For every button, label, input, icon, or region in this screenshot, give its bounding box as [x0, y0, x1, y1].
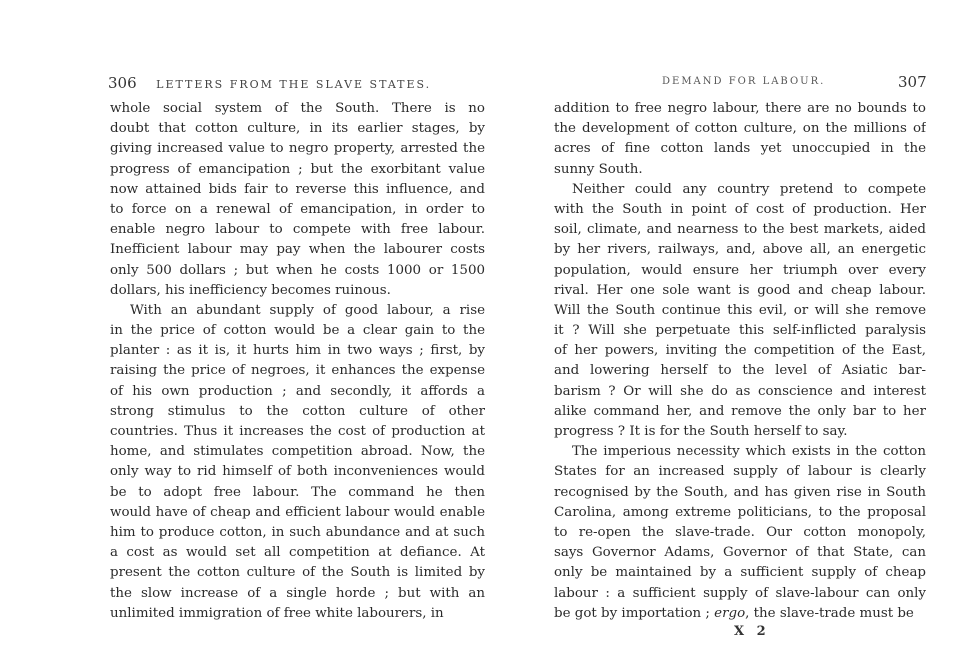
text-line: whole social system of the South. There is no: [110, 101, 485, 116]
text-line: the development of cotton culture, on the millions of: [554, 121, 926, 137]
left-running-head-title: LETTERS FROM THE SLAVE STATES.: [156, 78, 432, 91]
text-line: alike command her, and remove the only bar to her: [554, 403, 926, 419]
text-line: raising the price of negroes, it enhances the expense: [110, 363, 485, 379]
text-line: to force on a renewal of emancipation, in order to: [110, 201, 485, 217]
text-line: of her powers, inviting the competition of the East,: [554, 343, 926, 359]
right-page-number: 307: [898, 73, 927, 91]
text-line: be got by importation ; ergo, the slave-trade must be: [554, 605, 914, 621]
text-line: States for an increased supply of labour is clearly: [554, 464, 926, 480]
signature-mark: X 2: [734, 624, 770, 639]
text-line: progress of emancipation ; but the exorbitant value: [110, 161, 485, 177]
text-line: labour : a sufficient supply of slave-labour can only: [554, 585, 926, 601]
text-line: by her rivers, railways, and, above all, an energetic: [554, 242, 926, 258]
text-line: and lowering herself to the level of Asiatic bar-: [554, 363, 926, 379]
text-line: Will the South continue this evil, or will she remove: [554, 302, 926, 318]
text-line: population, would ensure her triumph over every: [554, 262, 926, 278]
text-line: unlimited immigration of free white labourers, in: [110, 605, 444, 621]
text-line: barism ? Or will she do as conscience and interest: [554, 383, 926, 399]
text-line: the slow increase of a single horde ; but with an: [110, 585, 485, 601]
text-line: now attained bids fair to reverse this influence, and: [110, 181, 485, 197]
text-line: sunny South.: [554, 161, 643, 177]
text-line: only be maintained by a sufficient supply of cheap: [554, 565, 926, 581]
text-line: it ? Will she perpetuate this self-inflicted paralysis: [554, 323, 926, 339]
text-line: countries. Thus it increases the cost of production at: [110, 424, 485, 439]
left-page-number: 306: [108, 74, 137, 92]
text-line: a cost as would set all competition at defiance. At: [110, 545, 485, 561]
left-running-head: [108, 74, 488, 92]
text-line: The imperious necessity which exists in the cotton: [572, 444, 926, 460]
text-line: with the South in point of cost of production. Her: [554, 201, 926, 217]
text-line: says Governor Adams, Governor of that State, can: [554, 545, 926, 561]
text-line: him to produce cotton, in such abundance and at such: [110, 524, 485, 540]
text-line: in the price of cotton would be a clear gain to the: [110, 323, 485, 339]
text-line: giving increased value to negro property, arrested the: [110, 141, 485, 157]
text-line: enable negro labour to compete with free labour.: [110, 222, 485, 238]
text-line: present the cotton culture of the South is limited by: [110, 565, 485, 581]
left-page-body: [110, 99, 485, 624]
right-page: [490, 0, 980, 668]
text-line: With an abundant supply of good labour, a rise: [130, 302, 485, 318]
text-line: Carolina, among extreme politicians, to the proposal: [554, 504, 926, 520]
text-line: dollars, his inefficiency becomes ruinous.: [110, 282, 391, 298]
text-line: acres of fine cotton lands yet unoccupied in the: [554, 141, 926, 157]
text-line: would have of cheap and efficient labour would enable: [110, 504, 485, 520]
text-line: rival. Her one sole want is good and cheap labour.: [554, 282, 926, 298]
text-line: doubt that cotton culture, in its earlier stages, by: [110, 121, 485, 137]
text-line: be to adopt free labour. The command he then: [110, 484, 485, 500]
text-line: soil, climate, and nearness to the best markets, aided: [554, 222, 926, 238]
text-line: planter : as it is, it hurts him in two ways ; first, by: [110, 343, 485, 359]
text-line: of his own production ; and secondly, it affords a: [110, 383, 485, 399]
text-line: only 500 dollars ; but when he costs 1000 or 1500: [110, 262, 485, 278]
text-line: only way to rid himself of both inconveniences would: [110, 464, 485, 480]
right-running-head-title: DEMAND FOR LABOUR.: [662, 76, 826, 87]
text-line: to re-open the slave-trade. Our cotton monopoly,: [554, 524, 926, 540]
text-line: Inefficient labour may pay when the labourer costs: [110, 242, 485, 258]
text-line: strong stimulus to the cotton culture of other: [110, 403, 485, 419]
right-page-body: [554, 99, 926, 624]
text-line: recognised by the South, and has given rise in South: [554, 484, 926, 500]
text-line: addition to free negro labour, there are no bounds to: [554, 101, 926, 116]
text-line: progress ? It is for the South herself to say.: [554, 424, 848, 439]
text-line: home, and stimulates competition abroad. Now, the: [110, 444, 485, 460]
text-line: Neither could any country pretend to compete: [572, 181, 926, 197]
